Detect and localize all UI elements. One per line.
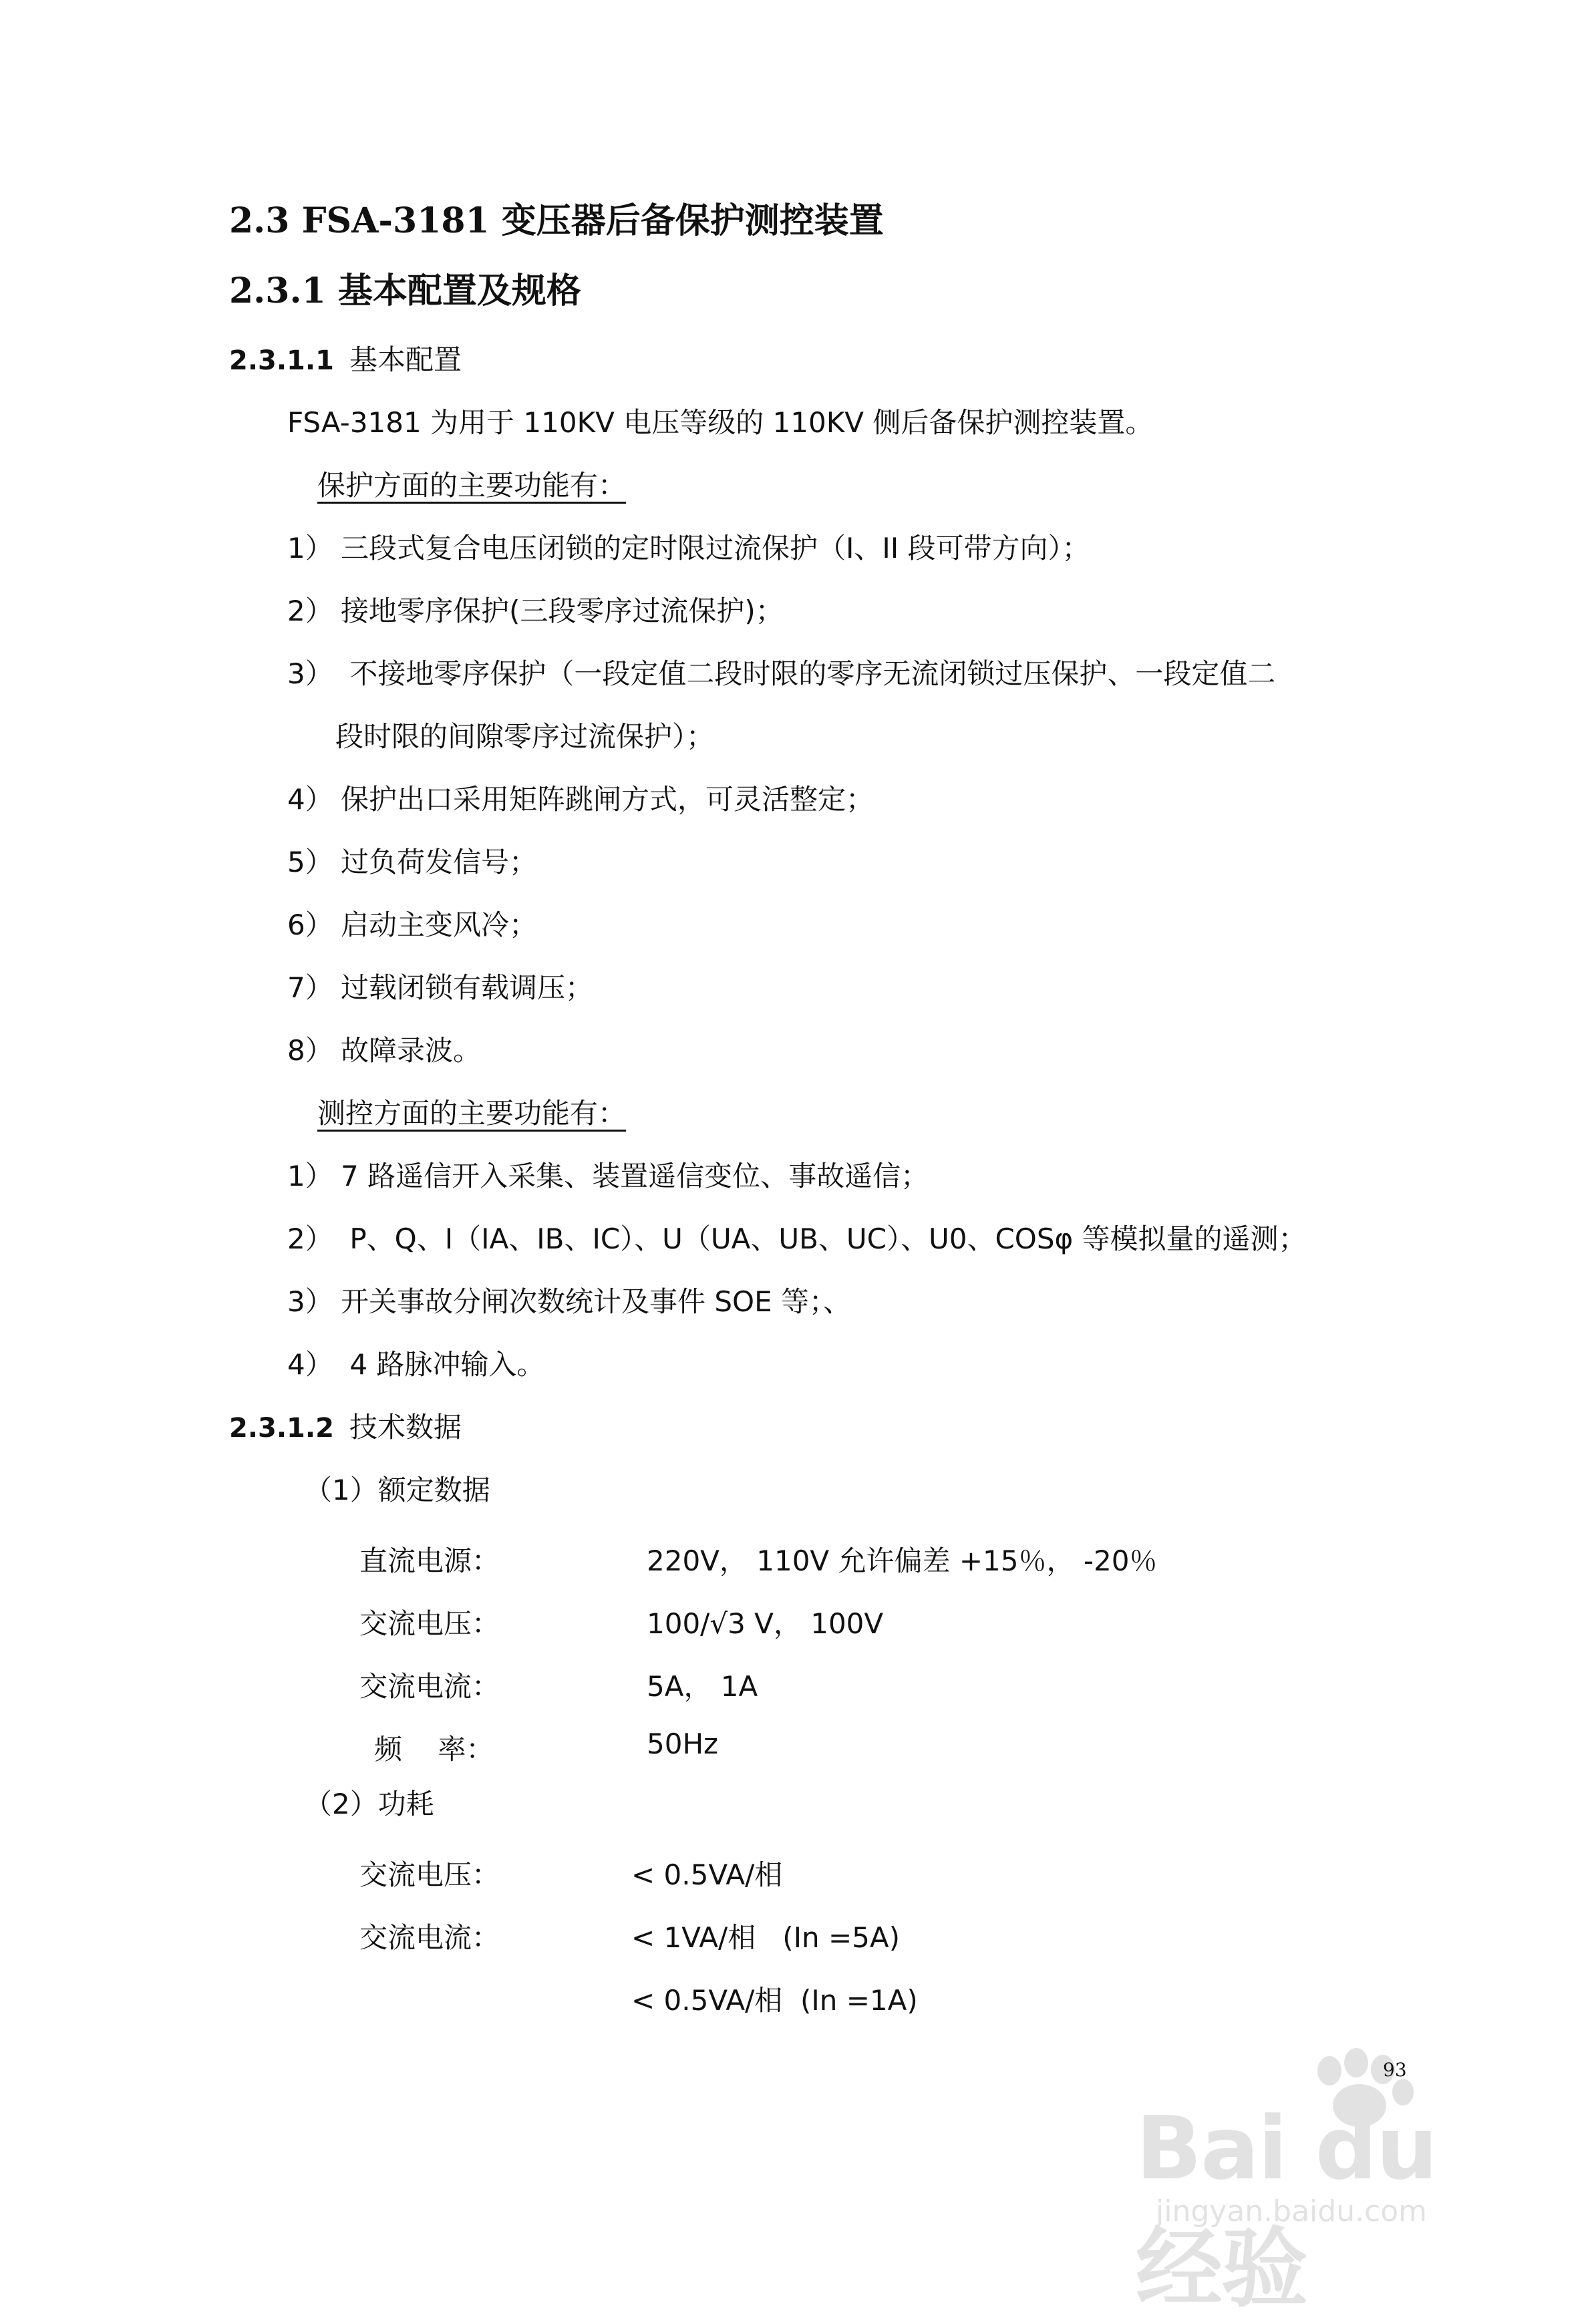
watermark-brand: Bai du 经验 xyxy=(1136,2098,1437,2319)
list-item: 3） 不接地零序保护（一段定值二段时限的零序无流闭锁过压保护、一段定值二 xyxy=(287,657,1276,690)
subsubsection-number: 2.3.1.1 xyxy=(229,345,334,376)
spec-label: 频 率： xyxy=(374,1733,494,1766)
spec-value: 100/√3 V， 100V xyxy=(647,1607,884,1640)
baidu-watermark xyxy=(1136,2044,1550,2319)
rated-data-title: （1）额定数据 xyxy=(304,1474,490,1506)
list-item: 5） 过负荷发信号； xyxy=(287,846,538,878)
list-item: 6） 启动主变风冷； xyxy=(287,908,538,941)
power-consumption-title: （2）功耗 xyxy=(304,1788,434,1820)
spec-value: 5A， 1A xyxy=(647,1670,758,1703)
subsubsection-label: 基本配置 xyxy=(349,343,462,376)
subsubsection-technical-data xyxy=(229,1411,462,1444)
list-item: 2） P、Q、I（IA、IB、IC）、U（UA、UB、UC）、U0、COSφ 等模拟量的遥测； xyxy=(287,1222,1307,1255)
subsubsection-basic-config xyxy=(229,343,462,376)
page-number: 93 xyxy=(1383,2059,1407,2081)
spec-value: 50Hz xyxy=(647,1727,719,1760)
spec-value: < 0.5VA/相 (In =1A) xyxy=(631,1984,918,2017)
list-item: 8） 故障录波。 xyxy=(287,1034,482,1067)
list-item: 4） 保护出口采用矩阵跳闸方式，可灵活整定； xyxy=(287,783,874,816)
spec-value: 220V， 110V 允许偏差 +15％， -20％ xyxy=(647,1544,1158,1577)
watermark-url: jingyan.baidu.com xyxy=(1156,2194,1428,2228)
spec-label: 交流电压： xyxy=(359,1607,500,1640)
measurement-functions-title: 测控方面的主要功能有： xyxy=(317,1097,627,1130)
spec-value: < 0.5VA/相 xyxy=(631,1858,783,1891)
list-item: 2） 接地零序保护(三段零序过流保护)； xyxy=(287,595,784,627)
intro-paragraph: FSA-3181 为用于 110KV 电压等级的 110KV 侧后备保护测控装置。 xyxy=(287,406,1154,439)
list-item: 7） 过载闭锁有载调压； xyxy=(287,971,594,1004)
subsubsection-number: 2.3.1.2 xyxy=(229,1413,334,1444)
spec-label: 交流电流： xyxy=(359,1670,500,1703)
spec-label: 直流电源： xyxy=(359,1544,500,1577)
section-heading: 2.3 FSA-3181 变压器后备保护测控装置 xyxy=(229,200,884,241)
subsection-heading: 2.3.1 基本配置及规格 xyxy=(229,271,581,311)
protection-functions-title: 保护方面的主要功能有： xyxy=(317,469,627,502)
list-item: 1） 7 路遥信开入采集、装置遥信变位、事故遥信； xyxy=(287,1160,929,1192)
list-item-continuation: 段时限的间隙零序过流保护）； xyxy=(335,720,715,753)
list-item: 1） 三段式复合电压闭锁的定时限过流保护（I、II 段可带方向）； xyxy=(287,532,1090,564)
paw-logo-icon xyxy=(1136,2044,1550,2231)
spec-label: 交流电流： xyxy=(359,1921,500,1954)
list-item: 4） 4 路脉冲输入。 xyxy=(287,1348,545,1381)
spec-value: < 1VA/相 (In =5A) xyxy=(631,1921,901,1954)
spec-label: 交流电压： xyxy=(359,1858,500,1891)
subsubsection-label: 技术数据 xyxy=(349,1411,462,1444)
list-item: 3） 开关事故分闸次数统计及事件 SOE 等；、 xyxy=(287,1285,851,1318)
